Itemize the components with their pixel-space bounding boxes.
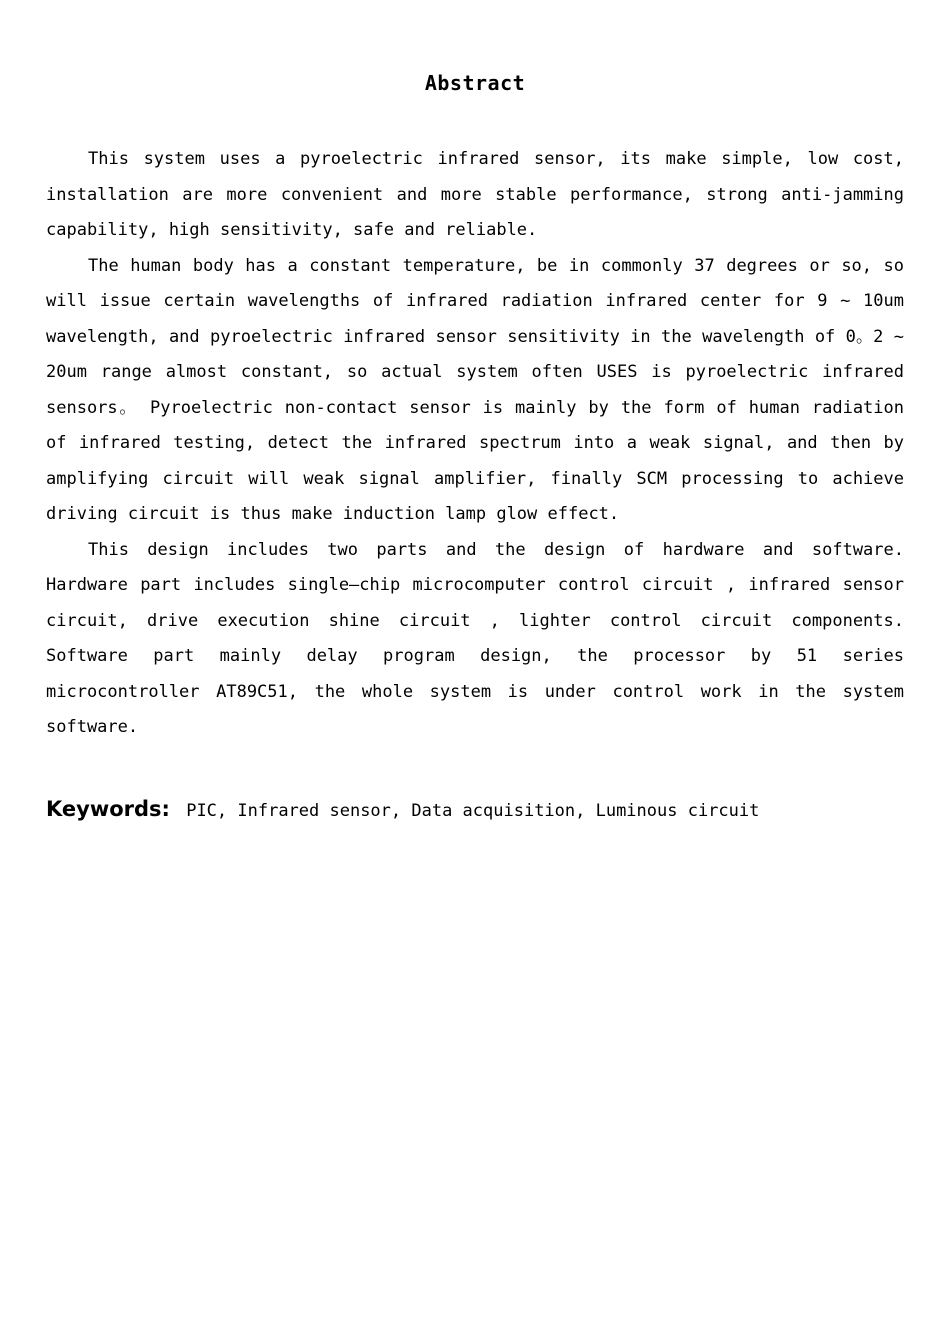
keywords-text: PIC, Infrared sensor, Data acquisition, Luminous circuit — [186, 801, 760, 821]
abstract-paragraph-2: The human body has a constant temperature, be in commonly 37 degrees or so, so will issue certain wavelengths of infrared radiation infrared center for 9 ~ 10um wavelength, and pyroelectric infrared sensor sensitivity in the wavelength of 0。2 ~ 20um range almost constant, so actual system often USES is pyroelectric infrared sensors。 Pyroelectric non-contact sensor is mainly by the form of human radiation of infrared testing, detect the infrared spectrum into a weak signal, and then by amplifying circuit will weak signal amplifier, finally SCM processing to achieve driving circuit is thus make induction lamp glow effect. — [46, 255, 904, 524]
abstract-paragraph-3: This design includes two parts and the design of hardware and software. Hardware part includes single—chip microcomputer control circuit , infrared sensor circuit, drive execution shine circuit , lighter control circuit components. Software part mainly delay program design, the processor by 51 series microcontroller AT89C51, the whole system is under control work in the system software. — [46, 539, 904, 737]
keywords-label: Keywords: — [46, 797, 170, 821]
abstract-paragraph-1: This system uses a pyroelectric infrared sensor, its make simple, low cost, installation are more convenient and more stable performance, strong anti-jamming capability, high sensitivity, safe and reliable. — [46, 149, 904, 240]
abstract-body — [46, 142, 904, 746]
keywords-line — [46, 794, 904, 826]
abstract-title: Abstract — [424, 71, 526, 95]
